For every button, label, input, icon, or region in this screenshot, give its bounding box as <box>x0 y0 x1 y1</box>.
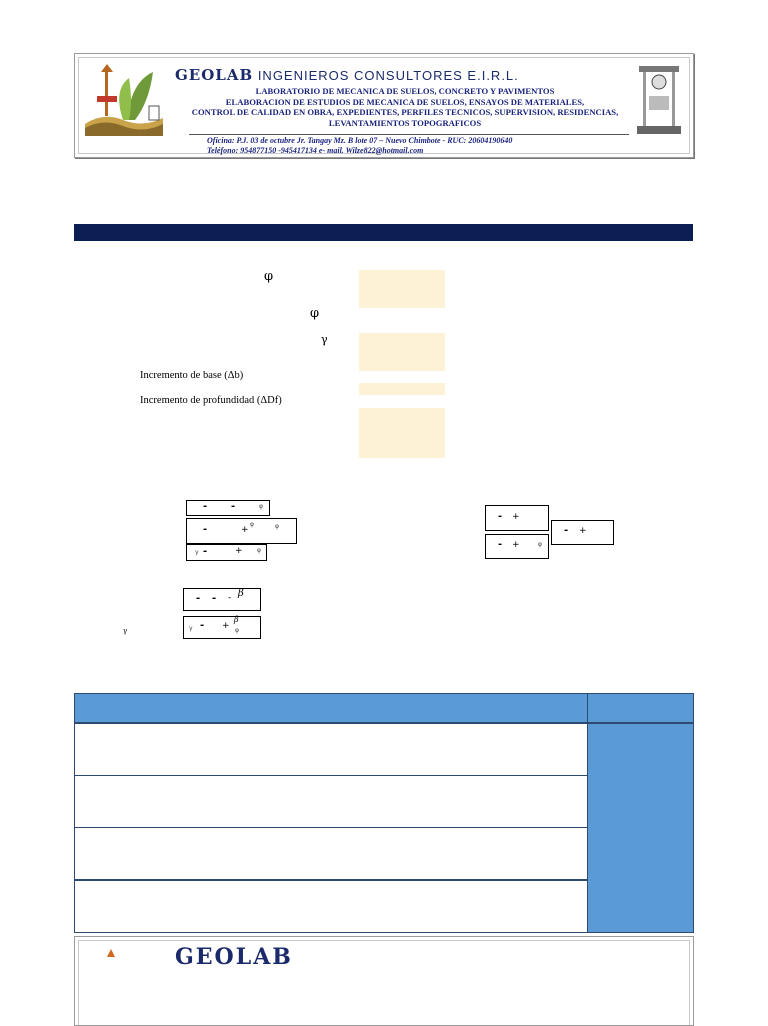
next-page-banner <box>74 936 694 1026</box>
contact-info <box>207 136 512 156</box>
table-value-column <box>587 723 694 933</box>
header-divider <box>189 134 629 135</box>
input-cell-base-increment[interactable] <box>359 383 445 395</box>
brand-name: GEOLAB <box>175 66 254 84</box>
table-header <box>74 693 588 723</box>
phone-email: Teléfono: 954877150 -945417134 e- mail. Wilze822@hotmail.com <box>207 146 424 155</box>
friction-angle-symbol-2: φ <box>310 306 320 321</box>
table-header-value <box>587 693 694 723</box>
depth-increment-label: Incremento de profundidad (ΔDf) <box>140 395 282 406</box>
input-cell-friction-angle[interactable] <box>359 270 445 308</box>
header-banner-frame <box>78 57 690 154</box>
formula-box-4: - + <box>485 505 549 531</box>
input-cell-depth-increment[interactable] <box>359 408 445 458</box>
geolab-logo-icon <box>83 62 165 138</box>
formula-box-3: γ - + φ <box>186 544 267 561</box>
formula-box-1: - - φ <box>186 500 270 516</box>
next-page-banner-frame <box>78 940 690 1025</box>
service-line: ELABORACION DE ESTUDIOS DE MECANICA DE SUELOS, ENSAYOS DE MATERIALES, <box>225 96 585 107</box>
geolab-logo-icon <box>105 947 117 959</box>
table-row <box>74 880 588 933</box>
table-row <box>74 723 588 776</box>
base-increment-label: Incremento de base (Δb) <box>140 370 244 381</box>
header-banner <box>74 53 694 158</box>
formula-box-6: - + <box>551 520 614 545</box>
section-title-bar <box>74 224 693 241</box>
unit-weight-symbol: γ <box>321 333 328 346</box>
service-line: LABORATORIO DE MECANICA DE SUELOS, CONCRETO Y PAVIMENTOS <box>255 86 555 96</box>
brand-name: GEOLAB <box>175 944 293 970</box>
unit-weight-symbol-small: γ <box>123 627 128 635</box>
formula-box-5: - + φ <box>485 534 549 559</box>
office-address: Oficina: P.J. 03 de octubre Jr. Tangay Mz. B lote 07 – Nuevo Chimbote - RUC: 20604190640 <box>207 136 513 145</box>
company-title <box>175 66 635 84</box>
company-name: INGENIEROS CONSULTORES E.I.R.L. <box>257 68 519 83</box>
testing-machine-icon <box>633 62 685 138</box>
service-line: LEVANTAMIENTOS TOPOGRAFICOS <box>328 117 482 128</box>
input-cell-unit-weight[interactable] <box>359 333 445 371</box>
formula-box-2: - + φ φ <box>186 518 297 544</box>
table-row <box>74 827 588 880</box>
formula-box-8: γ - + β φ <box>183 616 261 639</box>
friction-angle-symbol: φ <box>264 269 274 284</box>
table-row <box>74 775 588 828</box>
service-line: CONTROL DE CALIDAD EN OBRA, EXPEDIENTES, PERFILES TECNICOS, SUPERVISION, RESIDENCIAS, <box>191 107 619 117</box>
services-text <box>175 86 635 128</box>
formula-box-7: - - - β <box>183 588 261 611</box>
